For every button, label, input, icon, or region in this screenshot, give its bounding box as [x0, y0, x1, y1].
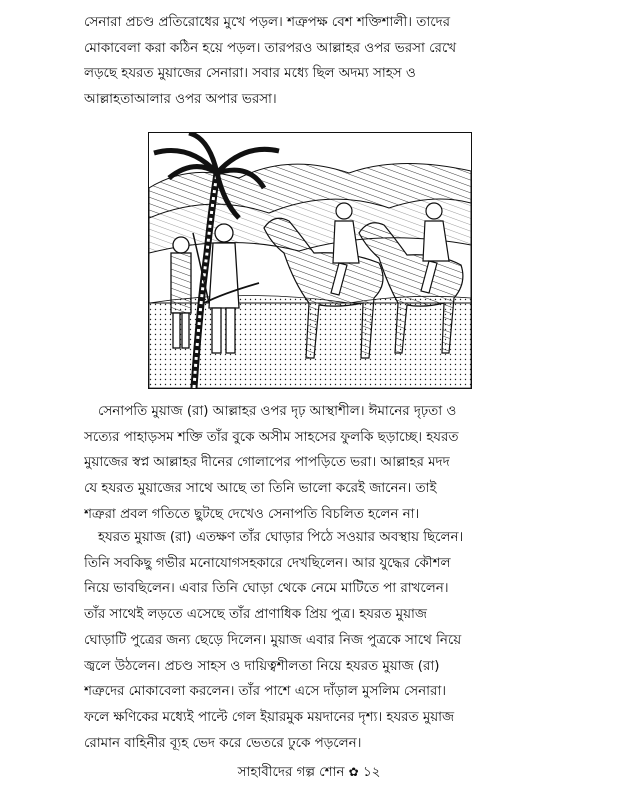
text-line: জ্বলে উঠলেন। প্রচণ্ড সাহস ও দায়িত্বশীলতা নিয়ে হযরত মুয়াজ (রা) [84, 658, 440, 674]
flower-separator-icon: ✿ [348, 765, 359, 779]
text-line: নিয়ে ভাবছিলেন। এবার তিনি ঘোড়া থেকে নেমে মাটিতে পা রাখলেন। [84, 581, 449, 597]
text-line: হযরত মুয়াজ (রা) এতক্ষণ তাঁর ঘোড়ার পিঠে সওয়ার অবস্থায় ছিলেন। [98, 530, 464, 545]
text-line: মুয়াজের স্বপ্ন আল্লাহর দীনের গোলাপের পাপড়িতে ভরা। আল্লাহর মদদ [84, 455, 450, 471]
text-line: শত্রুরা প্রবল গতিতে ছুটছে দেখেও সেনাপতি বিচলিত হলেন না। [84, 506, 420, 522]
paragraph-3 [84, 525, 532, 756]
text-line: লড়ছে হযরত মুয়াজের সেনারা। সবার মধ্যে ছিল অদম্য সাহস ও [84, 66, 416, 82]
paragraph-1 [84, 10, 532, 113]
text-line: আল্লাহতাআলার ওপর অপার ভরসা। [84, 92, 277, 108]
text-line: মোকাবেলা করা কঠিন হয়ে পড়ল। তারপরও আল্লাহর ওপর ভরসা রেখে [84, 40, 457, 56]
page-number: ১২ [362, 765, 381, 780]
text-line: সেনারা প্রচণ্ড প্রতিরোধের মুখে পড়ল। শত্রুপক্ষ বেশ শক্তিশালী। তাদের [84, 15, 450, 30]
text-line: ফলে ক্ষণিকের মধ্যেই পাল্টে গেল ইয়ারমুক ময়দানের দৃশ্য। হযরত মুয়াজ [84, 709, 455, 725]
paragraph-2 [84, 399, 532, 528]
text-line: তাঁর সাথেই লড়তে এসেছে তাঁর প্রাণাধিক প্রিয় পুত্র। হযরত মুয়াজ [84, 607, 427, 623]
text-line: সত্যের পাহাড়সম শক্তি তাঁর বুকে অসীম সাহসের ফুলকি ছড়াচ্ছে। হযরত [84, 429, 459, 445]
text-line: সেনাপতি মুয়াজ (রা) আল্লাহর ওপর দৃঢ় আস্থাশীল। ঈমানের দৃঢ়তা ও [98, 404, 457, 419]
page-footer [0, 762, 618, 784]
text-line: শত্রুদের মোকাবেলা করলেন। তাঁর পাশে এসে দাঁড়াল মুসলিম সেনারা। [84, 684, 447, 700]
text-line: ঘোড়াটি পুত্রের জন্য ছেড়ে দিলেন। মুয়াজ এবার নিজ পুত্রকে সাথে নিয়ে [84, 632, 462, 648]
text-line: রোমান বাহিনীর ব্যূহ ভেদ করে ভেতরে ঢুকে পড়লেন। [84, 735, 362, 751]
book-title: সাহাবীদের গল্প শোন [237, 765, 345, 780]
illustration-horsemen-desert [148, 132, 472, 389]
text-line: তিনি সবকিছু গভীর মনোযোগসহকারে দেখছিলেন। আর যুদ্ধের কৌশল [84, 555, 451, 571]
text-line: যে হযরত মুয়াজের সাথে আছে তা তিনি ভালো করেই জানেন। তাই [84, 481, 437, 497]
